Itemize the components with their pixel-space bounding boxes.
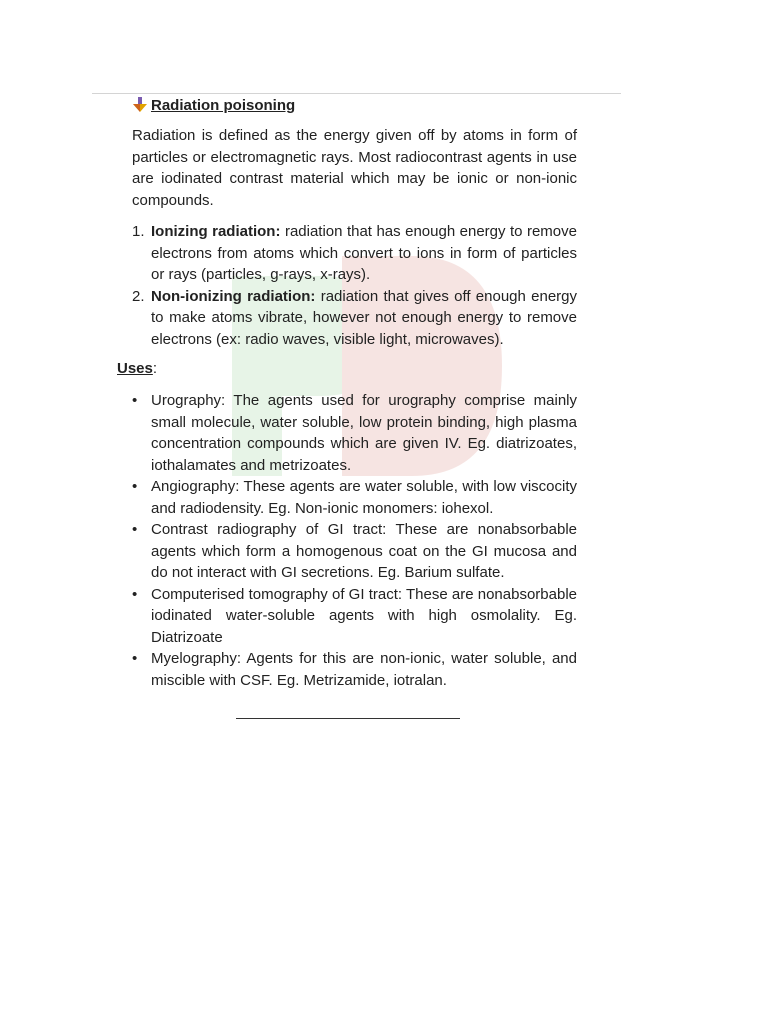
uses-heading-colon: : bbox=[152, 360, 158, 377]
list-number: 1. bbox=[132, 223, 145, 240]
term-label: Non-ionizing radiation: bbox=[151, 287, 316, 305]
list-item bbox=[132, 286, 577, 351]
bullet-icon: • bbox=[132, 392, 138, 409]
uses-list bbox=[117, 390, 577, 691]
term-definition: radiation that has enough energy to remove electrons from atoms which convert to ions in form of particles or rays (particles, g-rays, x-rays). bbox=[151, 223, 577, 283]
arrow-down-icon bbox=[132, 97, 148, 113]
uses-heading bbox=[117, 360, 577, 382]
use-text: Myelography: Agents for this are non-ionic, water soluble, and miscible with CSF. Eg. Metrizamide, iotralan. bbox=[151, 650, 577, 689]
use-text: Urography: The agents used for urography comprise mainly small molecule, water soluble, low protein binding, high plasma concentration compounds which are given IV. Eg. diatrizoates, iothalamates and metrizoates. bbox=[151, 392, 577, 474]
bullet-icon: • bbox=[132, 585, 138, 603]
bullet-icon: • bbox=[132, 650, 138, 667]
bottom-divider bbox=[236, 718, 460, 719]
list-item bbox=[132, 221, 577, 286]
bullet-icon: • bbox=[132, 478, 138, 495]
section-heading bbox=[132, 94, 577, 116]
list-item bbox=[132, 390, 577, 476]
use-text: Angiography: These agents are water soluble, with low viscocity and radiodensity. Eg. Non-ionic monomers: iohexol. bbox=[151, 478, 577, 517]
list-item bbox=[132, 519, 577, 584]
list-item bbox=[132, 584, 577, 649]
term-label: Ionizing radiation: bbox=[151, 223, 281, 240]
list-item bbox=[132, 476, 577, 519]
list-item bbox=[132, 648, 577, 691]
use-text: Contrast radiography of GI tract: These are nonabsorbable agents which form a homogenous coat on the GI mucosa and do not interact with GI secretions. Eg. Barium sulfate. bbox=[151, 521, 577, 581]
term-definition: radiation that gives off enough energy to make atoms vibrate, however not enough energy to remove electrons (ex: radio waves, visible light, microwaves). bbox=[151, 287, 577, 348]
uses-heading-text: Uses bbox=[117, 360, 153, 377]
use-text: Computerised tomography of GI tract: These are nonabsorbable iodinated water-soluble agents with high osmolality. Eg. Diatrizoate bbox=[151, 585, 577, 646]
radiation-types-list bbox=[117, 221, 577, 350]
list-number: 2. bbox=[132, 287, 145, 305]
bullet-icon: • bbox=[132, 521, 138, 538]
document-body bbox=[117, 94, 577, 691]
intro-paragraph: Radiation is defined as the energy given off by atoms in form of particles or electromagnetic rays. Most radiocontrast agents in use are iodinated contrast material which may be ionic or non-ionic compounds. bbox=[132, 127, 577, 209]
section-title: Radiation poisoning bbox=[151, 96, 296, 114]
